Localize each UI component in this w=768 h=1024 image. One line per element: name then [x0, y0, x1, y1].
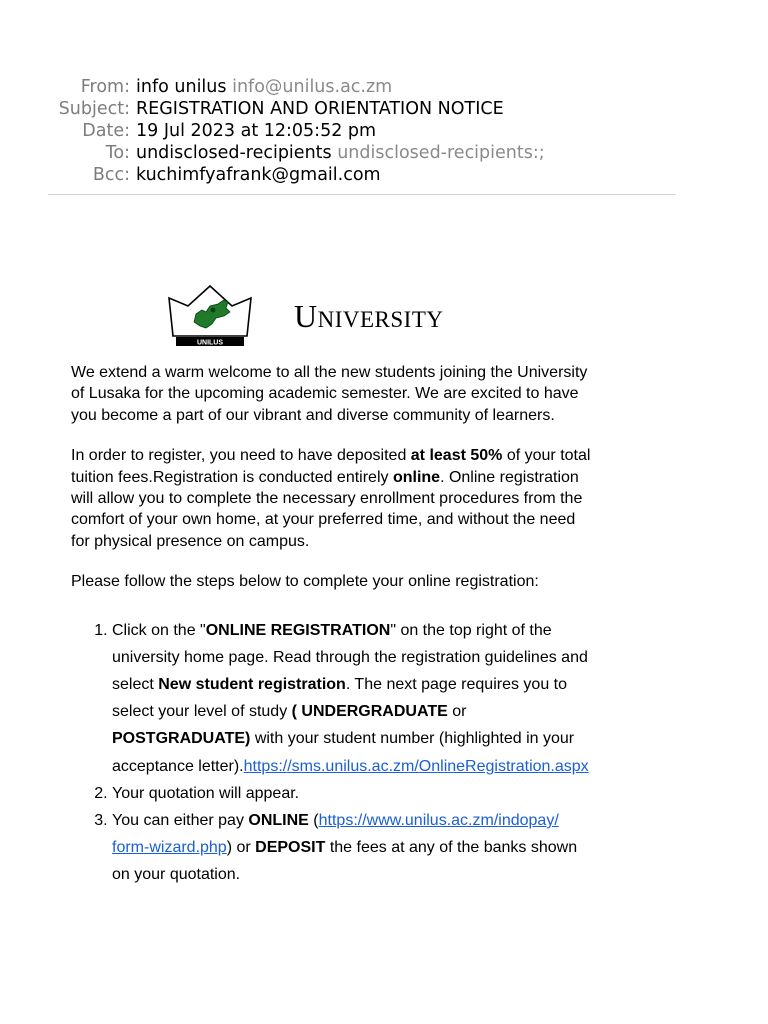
- header-divider: [48, 194, 676, 195]
- step3-text-3: ) or: [226, 839, 256, 857]
- date-label: Date:: [82, 121, 130, 141]
- step1-text-4: or: [447, 703, 467, 721]
- subject-row: [0, 98, 768, 120]
- step1-new-student: New student registration: [158, 676, 346, 694]
- step1-text-1: Click on the ": [112, 621, 206, 639]
- to-value[interactable]: [136, 142, 545, 164]
- step1-text-2: " on the top right of the university home page. Read through the registration guidelines and select: [112, 621, 588, 694]
- from-address[interactable]: info@unilus.ac.zm: [232, 77, 393, 97]
- from-label: From:: [80, 77, 130, 97]
- to-row: [0, 142, 768, 164]
- to-name[interactable]: undisclosed-recipients: [136, 143, 332, 163]
- deposit-text-1: In order to register, you need to have deposited: [71, 447, 411, 465]
- university-logo: [166, 284, 466, 346]
- indopay-link[interactable]: https://www.unilus.ac.zm/indopay/form-wizard.php: [112, 812, 559, 857]
- wordmark-rest: NIVERSITY: [317, 307, 444, 332]
- step3-text-4: the fees at any of the banks shown on your quotation.: [112, 839, 578, 884]
- wordmark-initial: U: [294, 298, 318, 334]
- subject-label: Subject:: [58, 99, 130, 119]
- step1-postgraduate: POSTGRADUATE): [112, 730, 251, 748]
- online-emphasis: online: [392, 468, 441, 486]
- steps-intro: Please follow the steps below to complete your online registration:: [71, 573, 539, 591]
- step1-undergraduate: ( UNDERGRADUATE: [291, 703, 448, 721]
- unilus-crest-icon: [166, 284, 254, 346]
- date-row: [0, 120, 768, 142]
- to-address[interactable]: undisclosed-recipients:;: [337, 143, 545, 163]
- bcc-value[interactable]: kuchimfyafrank@gmail.com: [136, 165, 381, 185]
- step3-online: ONLINE: [248, 812, 309, 830]
- step-item: [112, 617, 591, 780]
- step1-text-5: with your student number (highlighted in your acceptance letter).: [112, 730, 575, 775]
- bcc-row: [0, 164, 768, 186]
- bcc-label: Bcc:: [92, 165, 130, 185]
- step-item: 2. Your quotation will appear.: [112, 780, 591, 807]
- deposit-text-2: of your total tuition fees.Registration is conducted entirely: [71, 447, 591, 486]
- intro-paragraph: We extend a warm welcome to all the new students joining the University of Lusaka for the upcoming academic semester. We are excited to have you become a part of our vibrant and diverse community of learners.: [71, 364, 588, 424]
- university-wordmark: [294, 298, 444, 338]
- email-body: [71, 362, 591, 889]
- from-row: [0, 76, 768, 98]
- step-item: [112, 807, 591, 889]
- registration-steps: [71, 617, 591, 889]
- online-registration-link[interactable]: https://sms.unilus.ac.zm/OnlineRegistration.aspx: [243, 757, 589, 775]
- deposit-percent: at least 50%: [410, 447, 503, 465]
- deposit-paragraph: [71, 445, 591, 552]
- to-label: To:: [105, 143, 130, 163]
- from-name[interactable]: info unilus: [136, 77, 227, 97]
- crest-text: UNILUS: [196, 339, 224, 346]
- step3-text-2: (: [308, 812, 319, 830]
- subject-value: REGISTRATION AND ORIENTATION NOTICE: [136, 99, 504, 119]
- step3-deposit: DEPOSIT: [255, 839, 326, 857]
- from-value[interactable]: [136, 76, 392, 98]
- email-header: [0, 76, 768, 186]
- step3-text-1: You can either pay: [112, 812, 249, 830]
- step1-online-registration: ONLINE REGISTRATION: [205, 621, 391, 639]
- deposit-text-3: . Online registration will allow you to complete the necessary enrollment procedures from the comfort of your own home, at your preferred time, and without the need for physical presence on campus.: [71, 468, 583, 550]
- step1-text-3: . The next page requires you to select your level of study: [112, 676, 568, 721]
- date-value: 19 Jul 2023 at 12:05:52 pm: [136, 121, 377, 141]
